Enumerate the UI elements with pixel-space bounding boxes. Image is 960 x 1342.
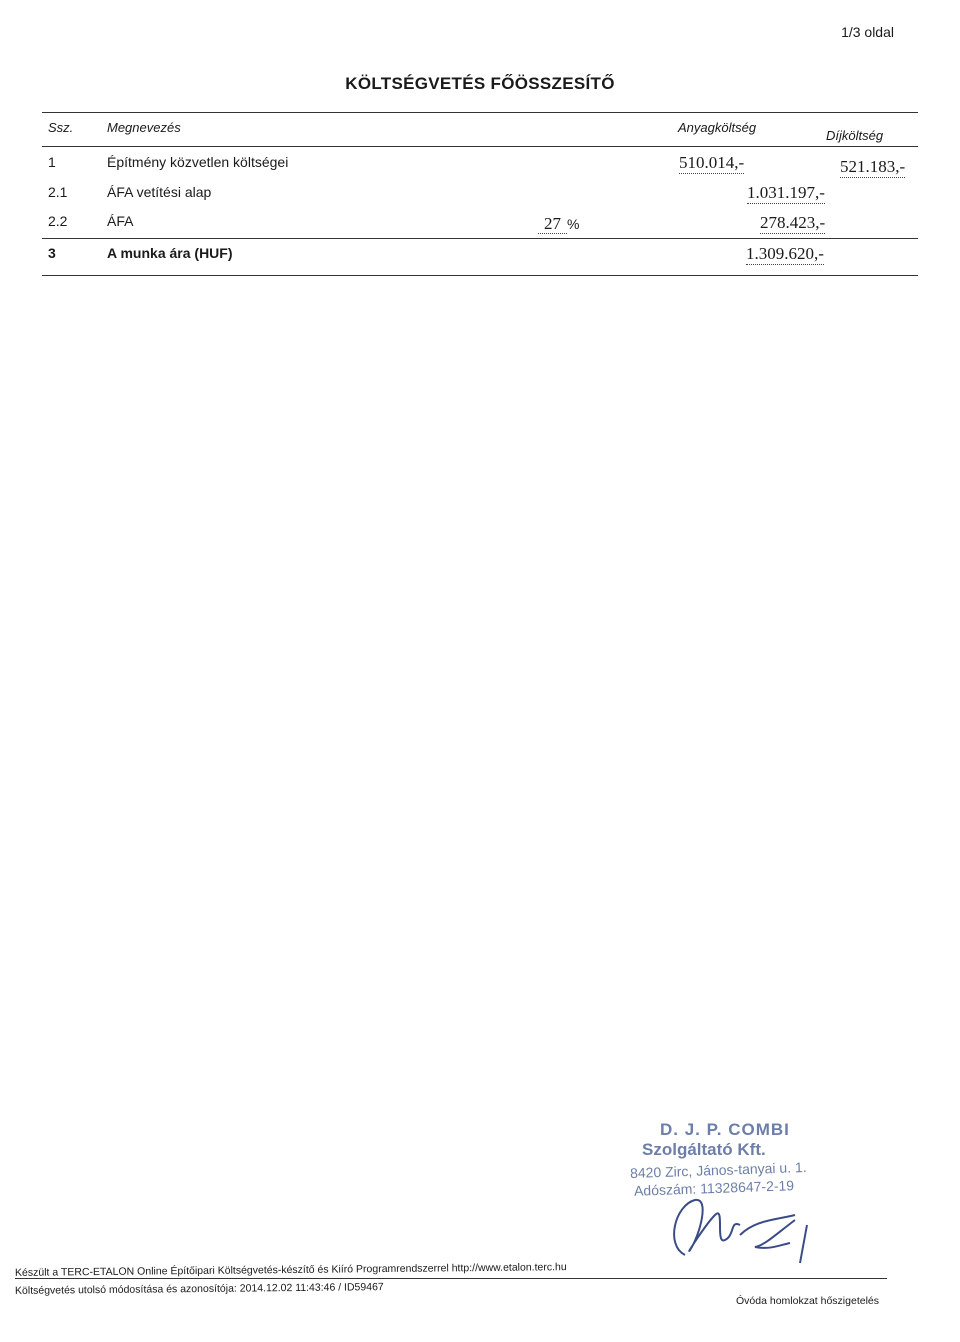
header-anyagkoltseg: Anyagköltség (678, 120, 757, 135)
row-1-dijkoltseg: 521.183,- (840, 157, 906, 176)
bottom-rule (42, 275, 918, 276)
row-1-anyagkoltseg: 510.014,- (679, 153, 745, 172)
document-title: KÖLTSÉGVETÉS FŐÖSSZESÍTŐ (345, 74, 615, 93)
stamp-line-2: Szolgáltató Kft. (642, 1140, 766, 1159)
row-2-1-ssz: 2.1 (48, 184, 68, 200)
row-2-2-ssz: 2.2 (48, 213, 68, 229)
row-3-value: 1.309.620,- (746, 244, 824, 263)
footer-line-2: Költségvetés utolsó módosítása és azonosítója: 2014.12.02 11:43:46 / ID59467 (14, 1281, 384, 1297)
top-rule (42, 112, 918, 113)
row-2-1-label: ÁFA vetítési alap (107, 184, 212, 200)
footer-line-1: Készült a TERC-ETALON Online Építőipari Költségvetés-készítő és Kiíró Programrendszerrel http://www.etalon.terc.hu (14, 1261, 567, 1279)
signature (655, 1195, 815, 1265)
stamp-line-4: Adószám: 11328647-2-19 (633, 1177, 795, 1199)
row-2-2-value: 278.423,- (760, 213, 826, 232)
stamp-line-3: 8420 Zirc, János-tanyai u. 1. (629, 1158, 807, 1182)
header-rule (42, 146, 918, 147)
row-2-2-rate-unit: % (567, 216, 580, 232)
page-number: 1/3 oldal (841, 24, 894, 40)
header-ssz: Ssz. (48, 120, 74, 135)
row-3-label: A munka ára (HUF) (107, 245, 233, 261)
row-1-label: Építmény közvetlen költségei (107, 154, 289, 170)
row-3-ssz: 3 (48, 245, 56, 261)
header-megnevezes: Megnevezés (107, 120, 181, 135)
row-2-2-rate-value: 27 (538, 214, 567, 234)
footer-project: Óvóda homlokzat hőszigetelés (736, 1295, 879, 1307)
total-rule (42, 238, 918, 239)
header-dijkoltseg: Díjköltség (826, 128, 884, 143)
footer-rule (15, 1278, 887, 1279)
row-2-1-value: 1.031.197,- (747, 183, 825, 202)
row-2-2-rate (538, 214, 579, 234)
row-2-2-label: ÁFA (107, 213, 134, 229)
stamp-line-1: D. J. P. COMBI (660, 1120, 790, 1139)
row-1-ssz: 1 (48, 154, 56, 170)
